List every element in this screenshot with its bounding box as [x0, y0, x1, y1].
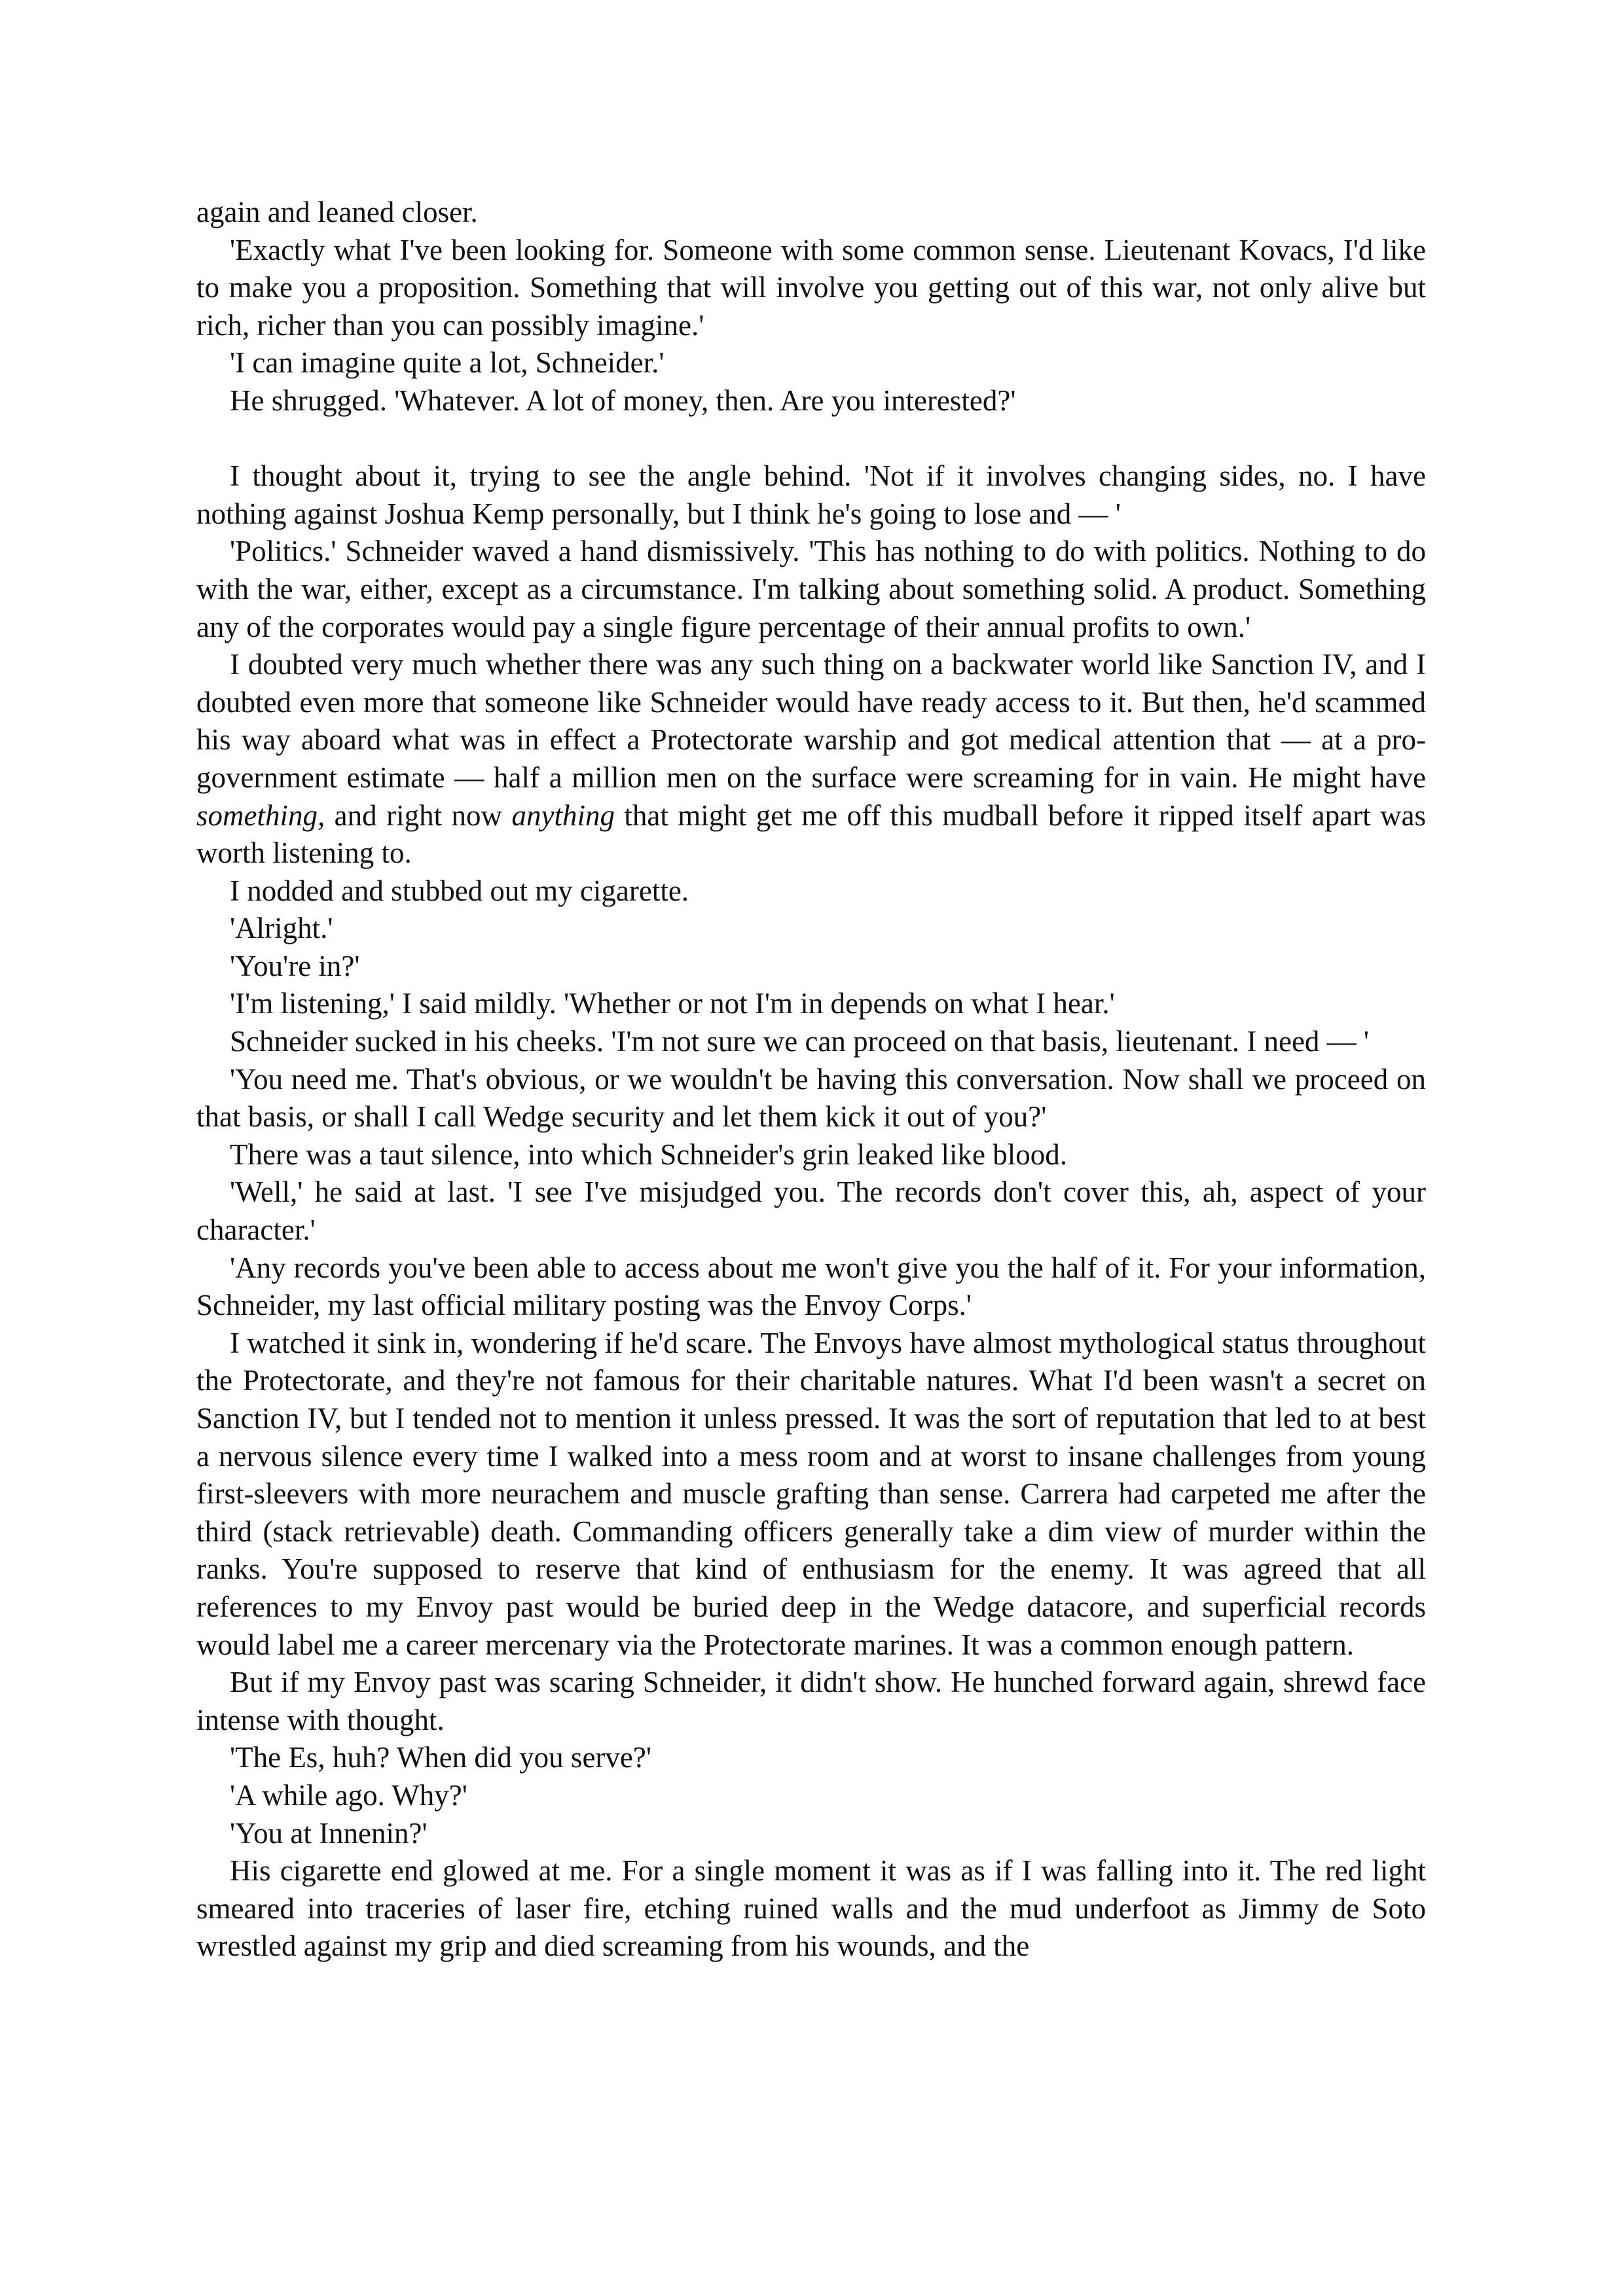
paragraph-segment: that might get me off this mudball before it ripped itself apart was worth listening to.	[196, 798, 1426, 870]
paragraph: 'Politics.' Schneider waved a hand dismissively. 'This has nothing to do with politics. Nothing to do with the war, either, except as a circumstance. I'm talking about something solid. A product. Something any of the corporates would pay a single figure percentage of their annual profits to own.'	[196, 535, 1426, 643]
paragraph: 'You at Innenin?'	[230, 1816, 428, 1850]
paragraph: But if my Envoy past was scaring Schneider, it didn't show. He hunched forward again, shrewd face intense with thought.	[196, 1666, 1426, 1736]
paragraph: 'I'm listening,' I said mildly. 'Whether or not I'm in depends on what I hear.'	[230, 987, 1115, 1020]
paragraph-continued: again and leaned closer.	[196, 196, 478, 228]
paragraph: 'The Es, huh? When did you serve?'	[230, 1741, 651, 1774]
paragraph: There was a taut silence, into which Schneider's grin leaked like blood.	[230, 1138, 1067, 1171]
paragraph: 'Well,' he said at last. 'I see I've misjudged you. The records don't cover this, ah, aspect of your character.'	[196, 1175, 1426, 1247]
emphasis-something: something,	[196, 798, 325, 832]
paragraph: Schneider sucked in his cheeks. 'I'm not sure we can proceed on that basis, lieutenant. I need — '	[230, 1025, 1370, 1058]
paragraph: 'You need me. That's obvious, or we wouldn't be having this conversation. Now shall we proceed on that basis, or shall I call Wedge security and let them kick it out of you?'	[196, 1062, 1426, 1134]
paragraph-with-emphasis	[196, 646, 1426, 872]
paragraph: 'Any records you've been able to access about me won't give you the half of it. For your information, Schneider, my last official military posting was the Envoy Corps.'	[196, 1251, 1426, 1322]
emphasis-anything: anything	[511, 798, 615, 832]
paragraph: 'I can imagine quite a lot, Schneider.'	[230, 346, 665, 380]
paragraph: I nodded and stubbed out my cigarette.	[230, 874, 689, 907]
paragraph: I thought about it, trying to see the angle behind. 'Not if it involves changing sides, no. I have nothing against Joshua Kemp personally, but I think he's going to lose and — '	[196, 459, 1426, 530]
paragraph: 'You're in?'	[230, 949, 360, 982]
paragraph: 'Exactly what I've been looking for. Someone with some common sense. Lieutenant Kovacs, I'd like to make you a proposition. Something that will involve you getting out of this war, not only alive but rich, richer than you can possibly imagine.'	[196, 233, 1426, 342]
paragraph: His cigarette end glowed at me. For a single moment it was as if I was falling into it. The red light smeared into traceries of laser fire, etching ruined walls and the mud underfoot as Jimmy de Soto wrestled against my grip and died screaming from his wounds, and the	[196, 1854, 1426, 1963]
paragraph: He shrugged. 'Whatever. A lot of money, then. Are you interested?'	[230, 384, 1016, 417]
paragraph: I watched it sink in, wondering if he'd scare. The Envoys have almost mythological status throughout the Protectorate, and they're not famous for their charitable natures. What I'd been wasn't a secret on Sanction IV, but I tended not to mention it unless pressed. It was the sort of reputation that led to at best a nervous silence every time I walked into a mess room and at worst to insane challenges from young first-sleevers with more neurachem and muscle grafting than sense. Carrera had carpeted me after the third (stack retrievable) death. Commanding officers generally take a dim view of murder within the ranks. You're supposed to reserve that kind of enthusiasm for the enemy. It was agreed that all references to my Envoy past would be buried deep in the Wedge datacore, and superficial records would label me a career mercenary via the Protectorate marines. It was a common enough pattern.	[196, 1326, 1426, 1661]
paragraph: 'Alright.'	[230, 912, 333, 945]
body-text	[196, 194, 1426, 1965]
paragraph-segment: and right now	[325, 798, 512, 832]
paragraph: 'A while ago. Why?'	[230, 1778, 467, 1812]
paragraph-segment: I doubted very much whether there was any such thing on a backwater world like Sanction IV, and I doubted even more that someone like Schneider would have ready access to it. But then, he'd scammed his way aboard what was in effect a Protectorate warship and got medical attention that — at a pro-government estimate — half a million men on the surface were screaming for in vain. He might have	[196, 648, 1426, 794]
